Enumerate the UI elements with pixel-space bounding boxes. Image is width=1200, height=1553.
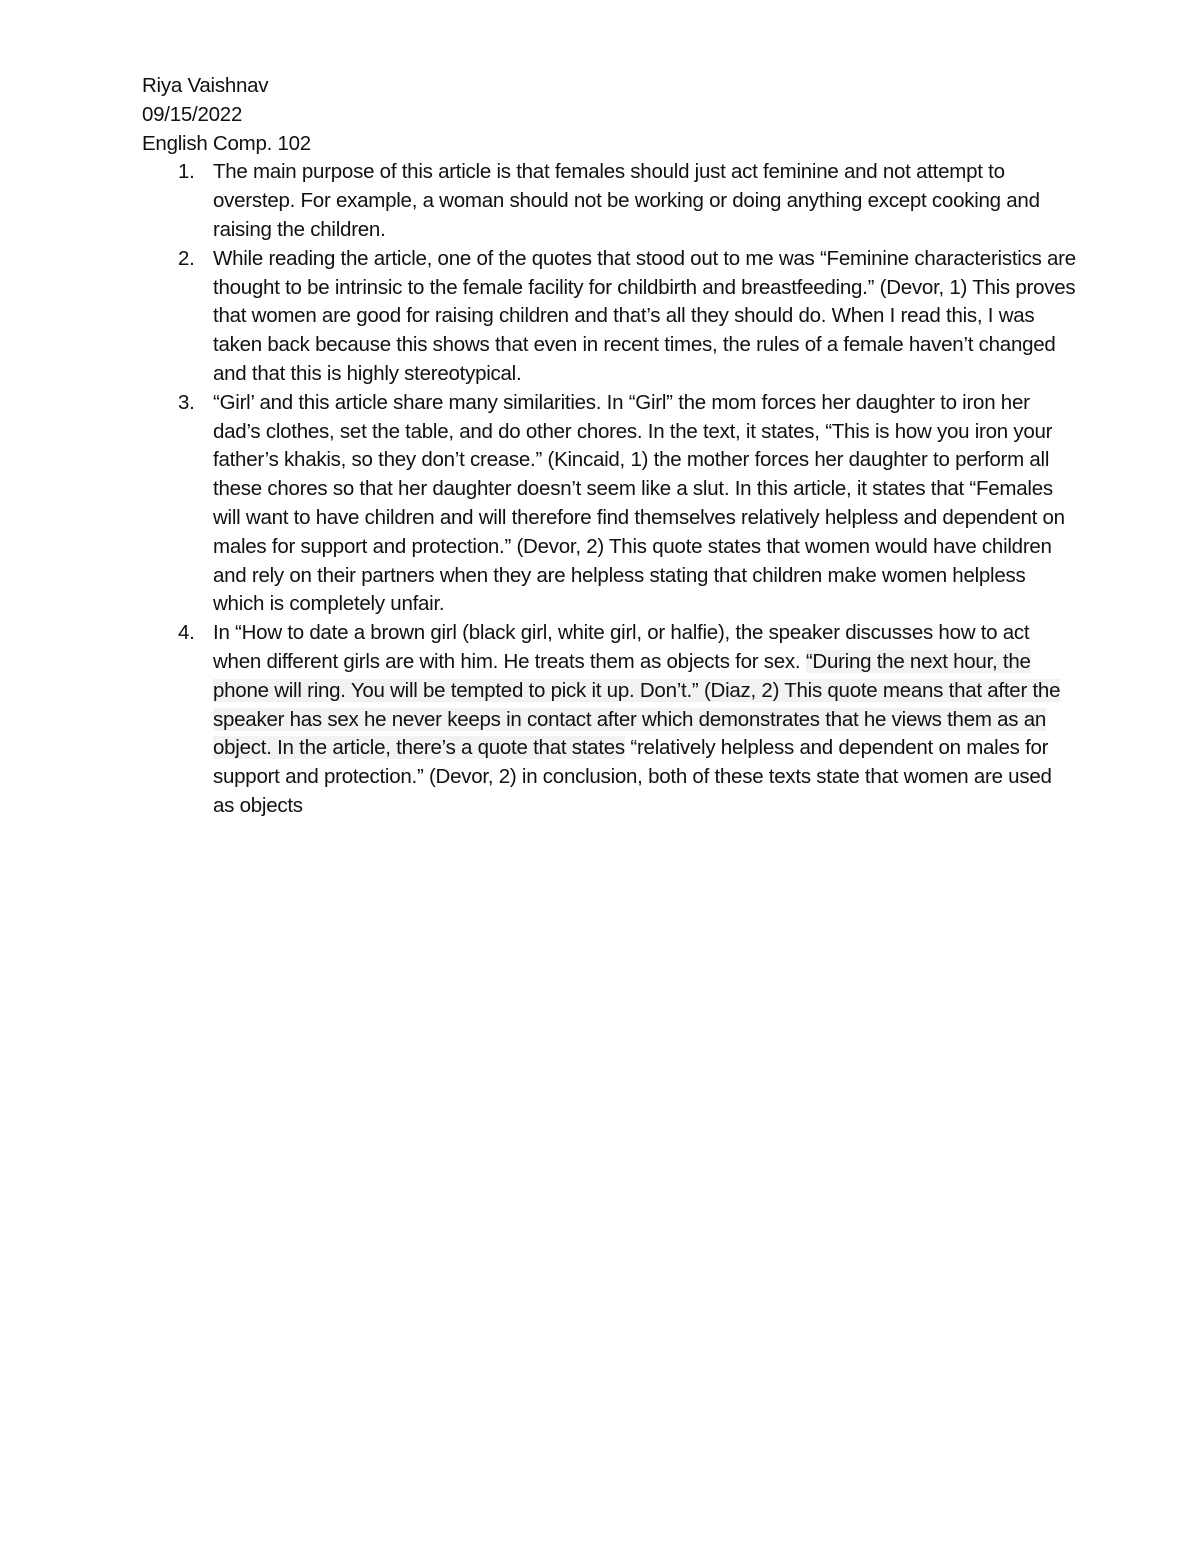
answer-text: In “How to date a brown girl (black girl, white girl, or halfie), the speaker discusses how to act when different girls are with him. He treats them as objects for sex. [213, 621, 1030, 673]
answer-number: 3. [178, 390, 195, 414]
answer-item-1 [142, 158, 1077, 244]
highlighted-text: “During the next hour, the phone will ring. You will be tempted to pick it up. Don’t.” (Diaz, 2) This quote means that after the speaker has sex he never keeps in contact after which demonstrates that he views them as an object. In the article, there’s a quote that states [213, 649, 1061, 760]
answer-text: The main purpose of this article is that females should just act feminine and not attempt to overstep. For example, a woman should not be working or doing anything except cooking and raising the children. [213, 160, 1040, 241]
answer-number: 1. [178, 160, 195, 184]
answer-number: 4. [178, 621, 195, 645]
answer-text: While reading the article, one of the quotes that stood out to me was “Feminine characteristics are thought to be intrinsic to the female facility for childbirth and breastfeeding.” (Devor, 1) This proves that women are good for raising children and that’s all they should do. When I read this, I was taken back because this shows that even in recent times, the rules of a female haven’t changed and that this is highly stereotypical. [213, 246, 1076, 385]
author-name: Riya Vaishnav [142, 74, 269, 97]
course-title: English Comp. 102 [142, 131, 311, 155]
answer-item-4 [142, 619, 1077, 821]
answer-text: “Girl’ and this article share many similarities. In “Girl” the mom forces her daughter to iron her dad’s clothes, set the table, and do other chores. In the text, it states, “This is how you iron your father’s khakis, so they don’t crease.” (Kincaid, 1) the mother forces her daughter to perform all these chores so that her daughter doesn’t seem like a slut. In this article, it states that “Females will want to have children and will therefore find themselves relatively helpless and dependent on males for support and protection.” (Devor, 2) This quote states that women would have children and rely on their partners when they are helpless stating that children make women helpless which is completely unfair. [213, 390, 1065, 616]
answer-list [142, 158, 1077, 820]
answer-item-2 [142, 245, 1077, 389]
document-body [142, 72, 1077, 821]
answer-number: 2. [178, 246, 195, 270]
answer-item-3 [142, 389, 1077, 619]
document-date: 09/15/2022 [142, 102, 243, 126]
answer-text: “relatively helpless and dependent on males for support and protection.” (Devor, 2) in conclusion, both of these texts state that women are used as objects [213, 736, 1052, 817]
